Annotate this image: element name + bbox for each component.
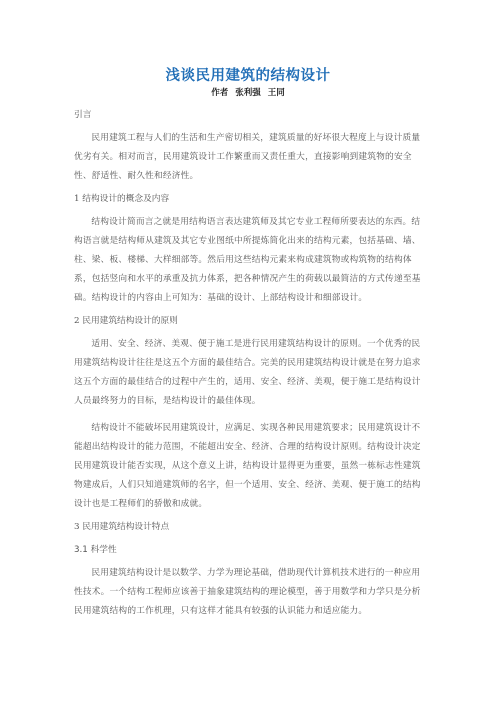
authors-line — [0, 86, 496, 98]
author-name-1: 张利强 — [235, 88, 261, 98]
paragraph-1: 结构设计简而言之就是用结构语言表达建筑师及其它专业工程师所要表达的东西。结构语言就是结构师从建筑及其它专业图纸中所提炼简化出来的结构元素，包括基础、墙、柱、梁、板、楼梯、大样细部等。然后用这些结构元素来构成建筑物或构筑物的结构体系，包括竖向和水平的承重及抗力体系，把各种情况产生的荷载以最简洁的方式传递至基础。结构设计的内容由上可知为：基础的设计、上部结构设计和细部设计。 — [74, 217, 421, 303]
section-heading-3: 3 民用建筑结构设计特点 — [74, 522, 170, 532]
section-heading-intro: 引言 — [74, 110, 92, 120]
author-name-2: 王同 — [267, 88, 285, 98]
author-label: 作者 — [211, 88, 229, 98]
paragraph-2a: 适用、安全、经济、美观、便于施工是进行民用建筑结构设计的原则。一个优秀的民用建筑结构设计往往是这五个方面的最佳结合。完美的民用建筑结构设计就是在努力追求这五个方面的最佳结合的过程中产生的，适用、安全、经济、美观，便于施工是结构设计人员最终努力的目标，是结构设计的最佳体现。 — [74, 339, 421, 406]
paragraph-intro: 民用建筑工程与人们的生活和生产密切相关，建筑质量的好坏很大程度上与设计质量优劣有关。相对而言，民用建筑设计工作繁重而又责任重大，直接影响到建筑物的安全性、舒适性、耐久性和经济性。 — [74, 133, 421, 181]
body-text — [74, 106, 424, 621]
section-heading-1: 1 结构设计的概念及内容 — [74, 194, 170, 204]
paragraph-2b: 结构设计不能破坏民用建筑设计，应满足、实现各种民用建筑要求；民用建筑设计不能超出结构设计的能力范围，不能超出安全、经济、合理的结构设计原则。结构设计决定民用建筑设计能否实现，从这个意义上讲，结构设计显得更为重要，虽然一栋标志性建筑物建成后，人们只知道建筑师的名字，但一个适用、安全、经济、美观、便于施工的结构设计也是工程师们的骄傲和成就。 — [74, 423, 421, 509]
section-heading-3-1: 3.1 科学性 — [74, 545, 117, 555]
page-title: 浅谈民用建筑的结构设计 — [165, 68, 331, 84]
paragraph-3-1: 民用建筑结构设计是以数学、力学为理论基础，借助现代计算机技术进行的一种应用性技术。一个结构工程师应该善于抽象建筑结构的理论模型，善于用数学和力学只是分析民用建筑结构的工作机理，只有这样才能具有较强的认识能力和适应能力。 — [74, 568, 421, 616]
section-heading-2: 2 民用建筑结构设计的原则 — [74, 316, 178, 326]
